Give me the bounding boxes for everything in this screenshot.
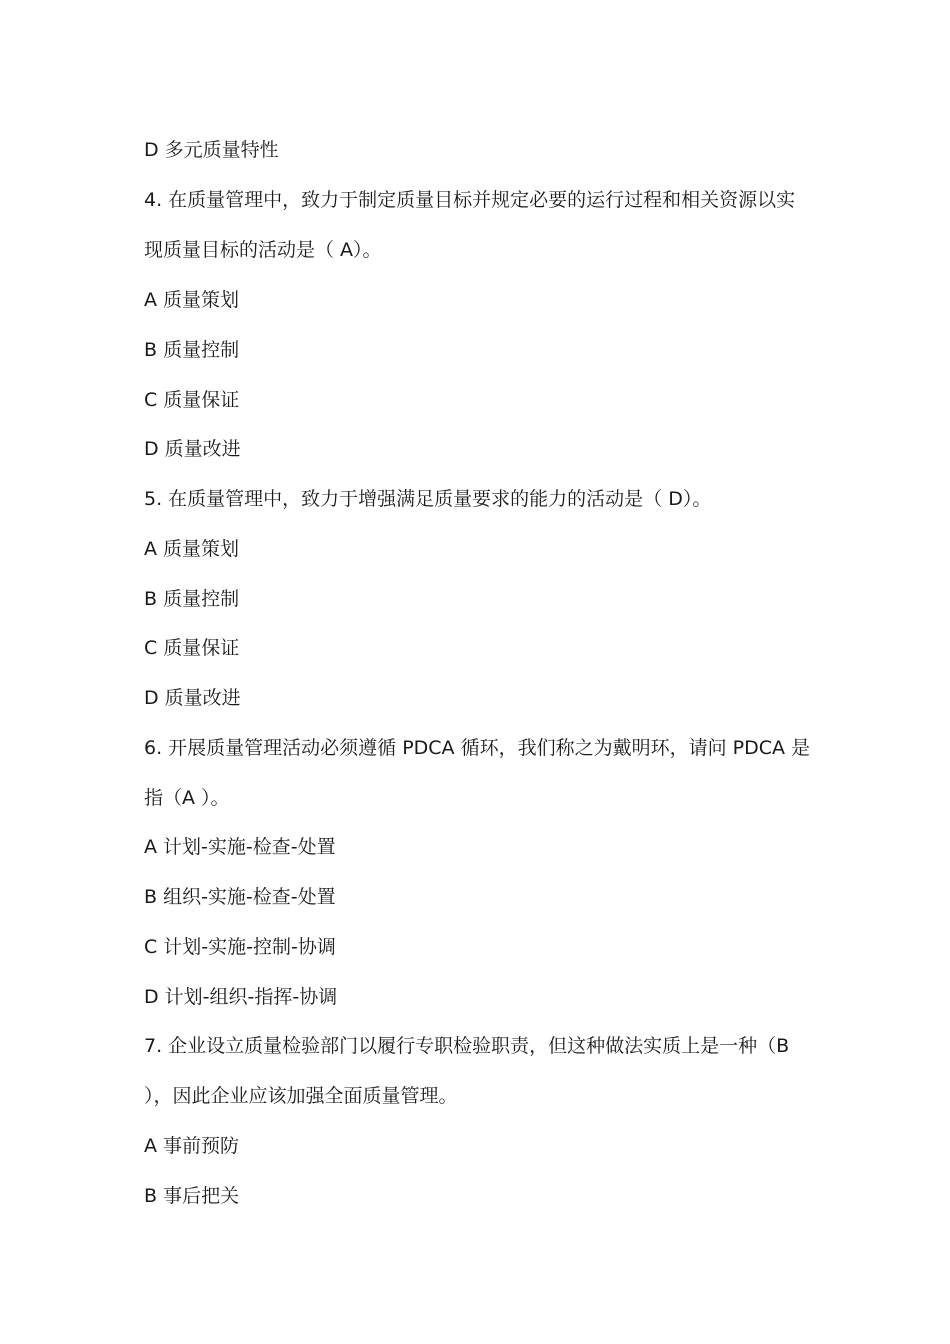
question-line: 6. 开展质量管理活动必须遵循 PDCA 循环，我们称之为戴明环，请问 PDCA 是 [144,737,811,759]
option-line: C 质量保证 [144,389,240,411]
option-line: D 质量改进 [144,438,241,460]
question-line: ），因此企业应该加强全面质量管理。 [144,1085,458,1107]
question-line: 5. 在质量管理中，致力于增强满足质量要求的能力的活动是（ D）。 [144,488,712,510]
option-line: A 计划-实施-检查-处置 [144,836,336,858]
question-line: 现质量目标的活动是（ A）。 [144,239,382,261]
option-line: A 质量策划 [144,538,240,560]
option-line: B 质量控制 [144,588,240,610]
option-line: C 计划-实施-控制-协调 [144,936,336,958]
option-line: A 事前预防 [144,1135,240,1157]
question-line: 7. 企业设立质量检验部门以履行专职检验职责，但这种做法实质上是一种（B [144,1035,790,1057]
question-line: 指（A ）。 [144,787,230,809]
option-line: B 组织-实施-检查-处置 [144,886,336,908]
option-line: D 多元质量特性 [144,139,279,161]
option-line: D 质量改进 [144,687,241,709]
option-line: D 计划-组织-指挥-协调 [144,986,338,1008]
option-line: A 质量策划 [144,289,240,311]
question-line: 4. 在质量管理中，致力于制定质量目标并规定必要的运行过程和相关资源以实 [144,189,796,211]
option-line: C 质量保证 [144,637,240,659]
option-line: B 事后把关 [144,1185,240,1207]
option-line: B 质量控制 [144,339,240,361]
